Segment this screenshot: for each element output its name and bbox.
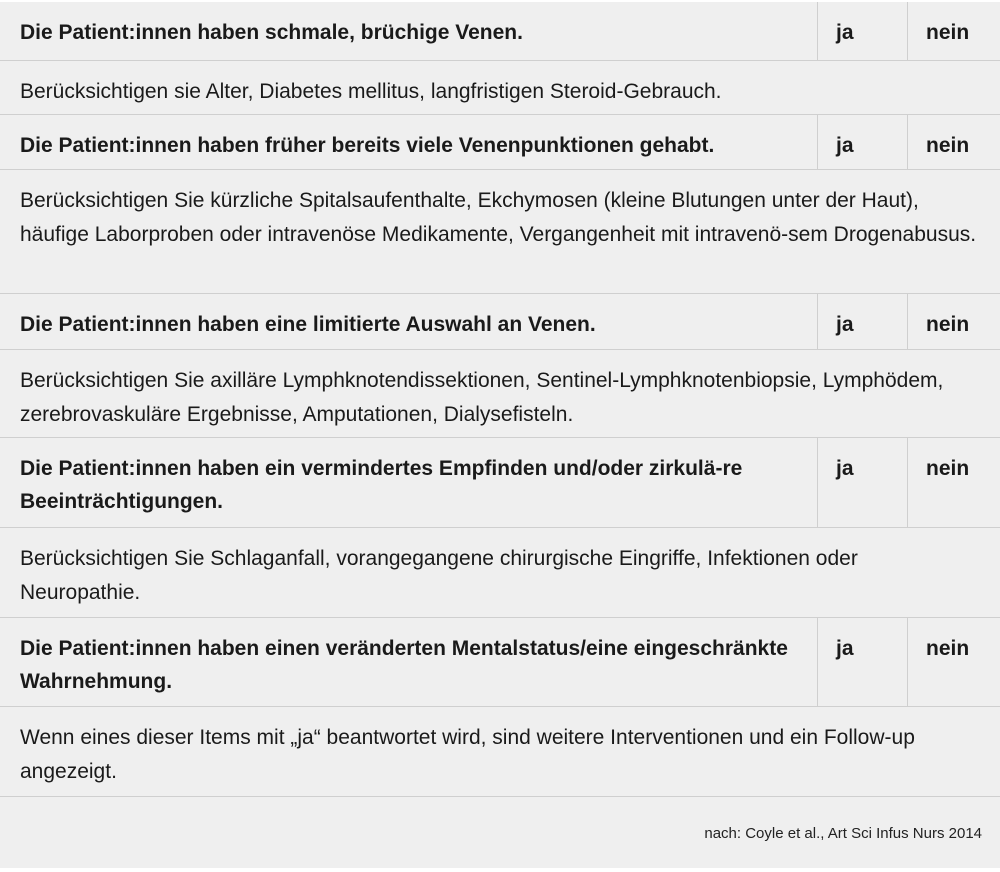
answer-yes[interactable]: ja: [818, 294, 908, 349]
question-row-1: [0, 2, 1000, 61]
note-row-2: Berücksichtigen Sie kürzliche Spitalsaufenthalte, Ekchymosen (kleine Blutungen unter der Haut), häufige Laborproben oder intravenöse Medikamente, Vergangenheit mit intravenö-sem Drogenabusus.: [0, 170, 1000, 294]
answer-no[interactable]: nein: [926, 134, 970, 157]
answer-no[interactable]: nein: [926, 637, 970, 660]
question-row-3: [0, 294, 1000, 350]
note-row-1: Berücksichtigen sie Alter, Diabetes mellitus, langfristigen Steroid-Gebrauch.: [0, 61, 1000, 115]
note-row-5: Wenn eines dieser Items mit „ja“ beantwortet wird, sind weitere Interventionen und ein Follow-up angezeigt.: [0, 707, 1000, 797]
question-text: Die Patient:innen haben einen veränderten Mentalstatus/eine eingeschränkte Wahrnehmung.: [0, 618, 818, 706]
note-row-4: Berücksichtigen Sie Schlaganfall, vorangegangene chirurgische Eingriffe, Infektionen oder Neuropathie.: [0, 528, 1000, 618]
source-citation: nach: Coyle et al., Art Sci Infus Nurs 2014: [704, 825, 982, 842]
answer-yes[interactable]: ja: [818, 115, 908, 169]
checklist-table: [0, 2, 1000, 868]
question-text: Die Patient:innen haben schmale, brüchige Venen.: [0, 2, 818, 60]
question-text: Die Patient:innen haben ein vermindertes Empfinden und/oder zirkulä-re Beeinträchtigungen.: [0, 438, 818, 527]
question-row-2: [0, 115, 1000, 170]
answer-yes[interactable]: ja: [818, 2, 908, 60]
answer-no[interactable]: nein: [926, 457, 970, 480]
question-text: Die Patient:innen haben früher bereits viele Venenpunktionen gehabt.: [0, 115, 818, 169]
question-row-5: [0, 618, 1000, 707]
answer-yes[interactable]: ja: [818, 618, 908, 706]
question-text: Die Patient:innen haben eine limitierte Auswahl an Venen.: [0, 294, 818, 349]
question-row-4: [0, 438, 1000, 528]
answer-yes[interactable]: ja: [818, 438, 908, 527]
note-row-3: Berücksichtigen Sie axilläre Lymphknotendissektionen, Sentinel-Lymphknotenbiopsie, Lymphödem, zerebrovaskuläre Ergebnisse, Amputationen, Dialysefisteln.: [0, 350, 1000, 438]
answer-no[interactable]: nein: [926, 313, 970, 336]
answer-no[interactable]: nein: [926, 21, 970, 44]
